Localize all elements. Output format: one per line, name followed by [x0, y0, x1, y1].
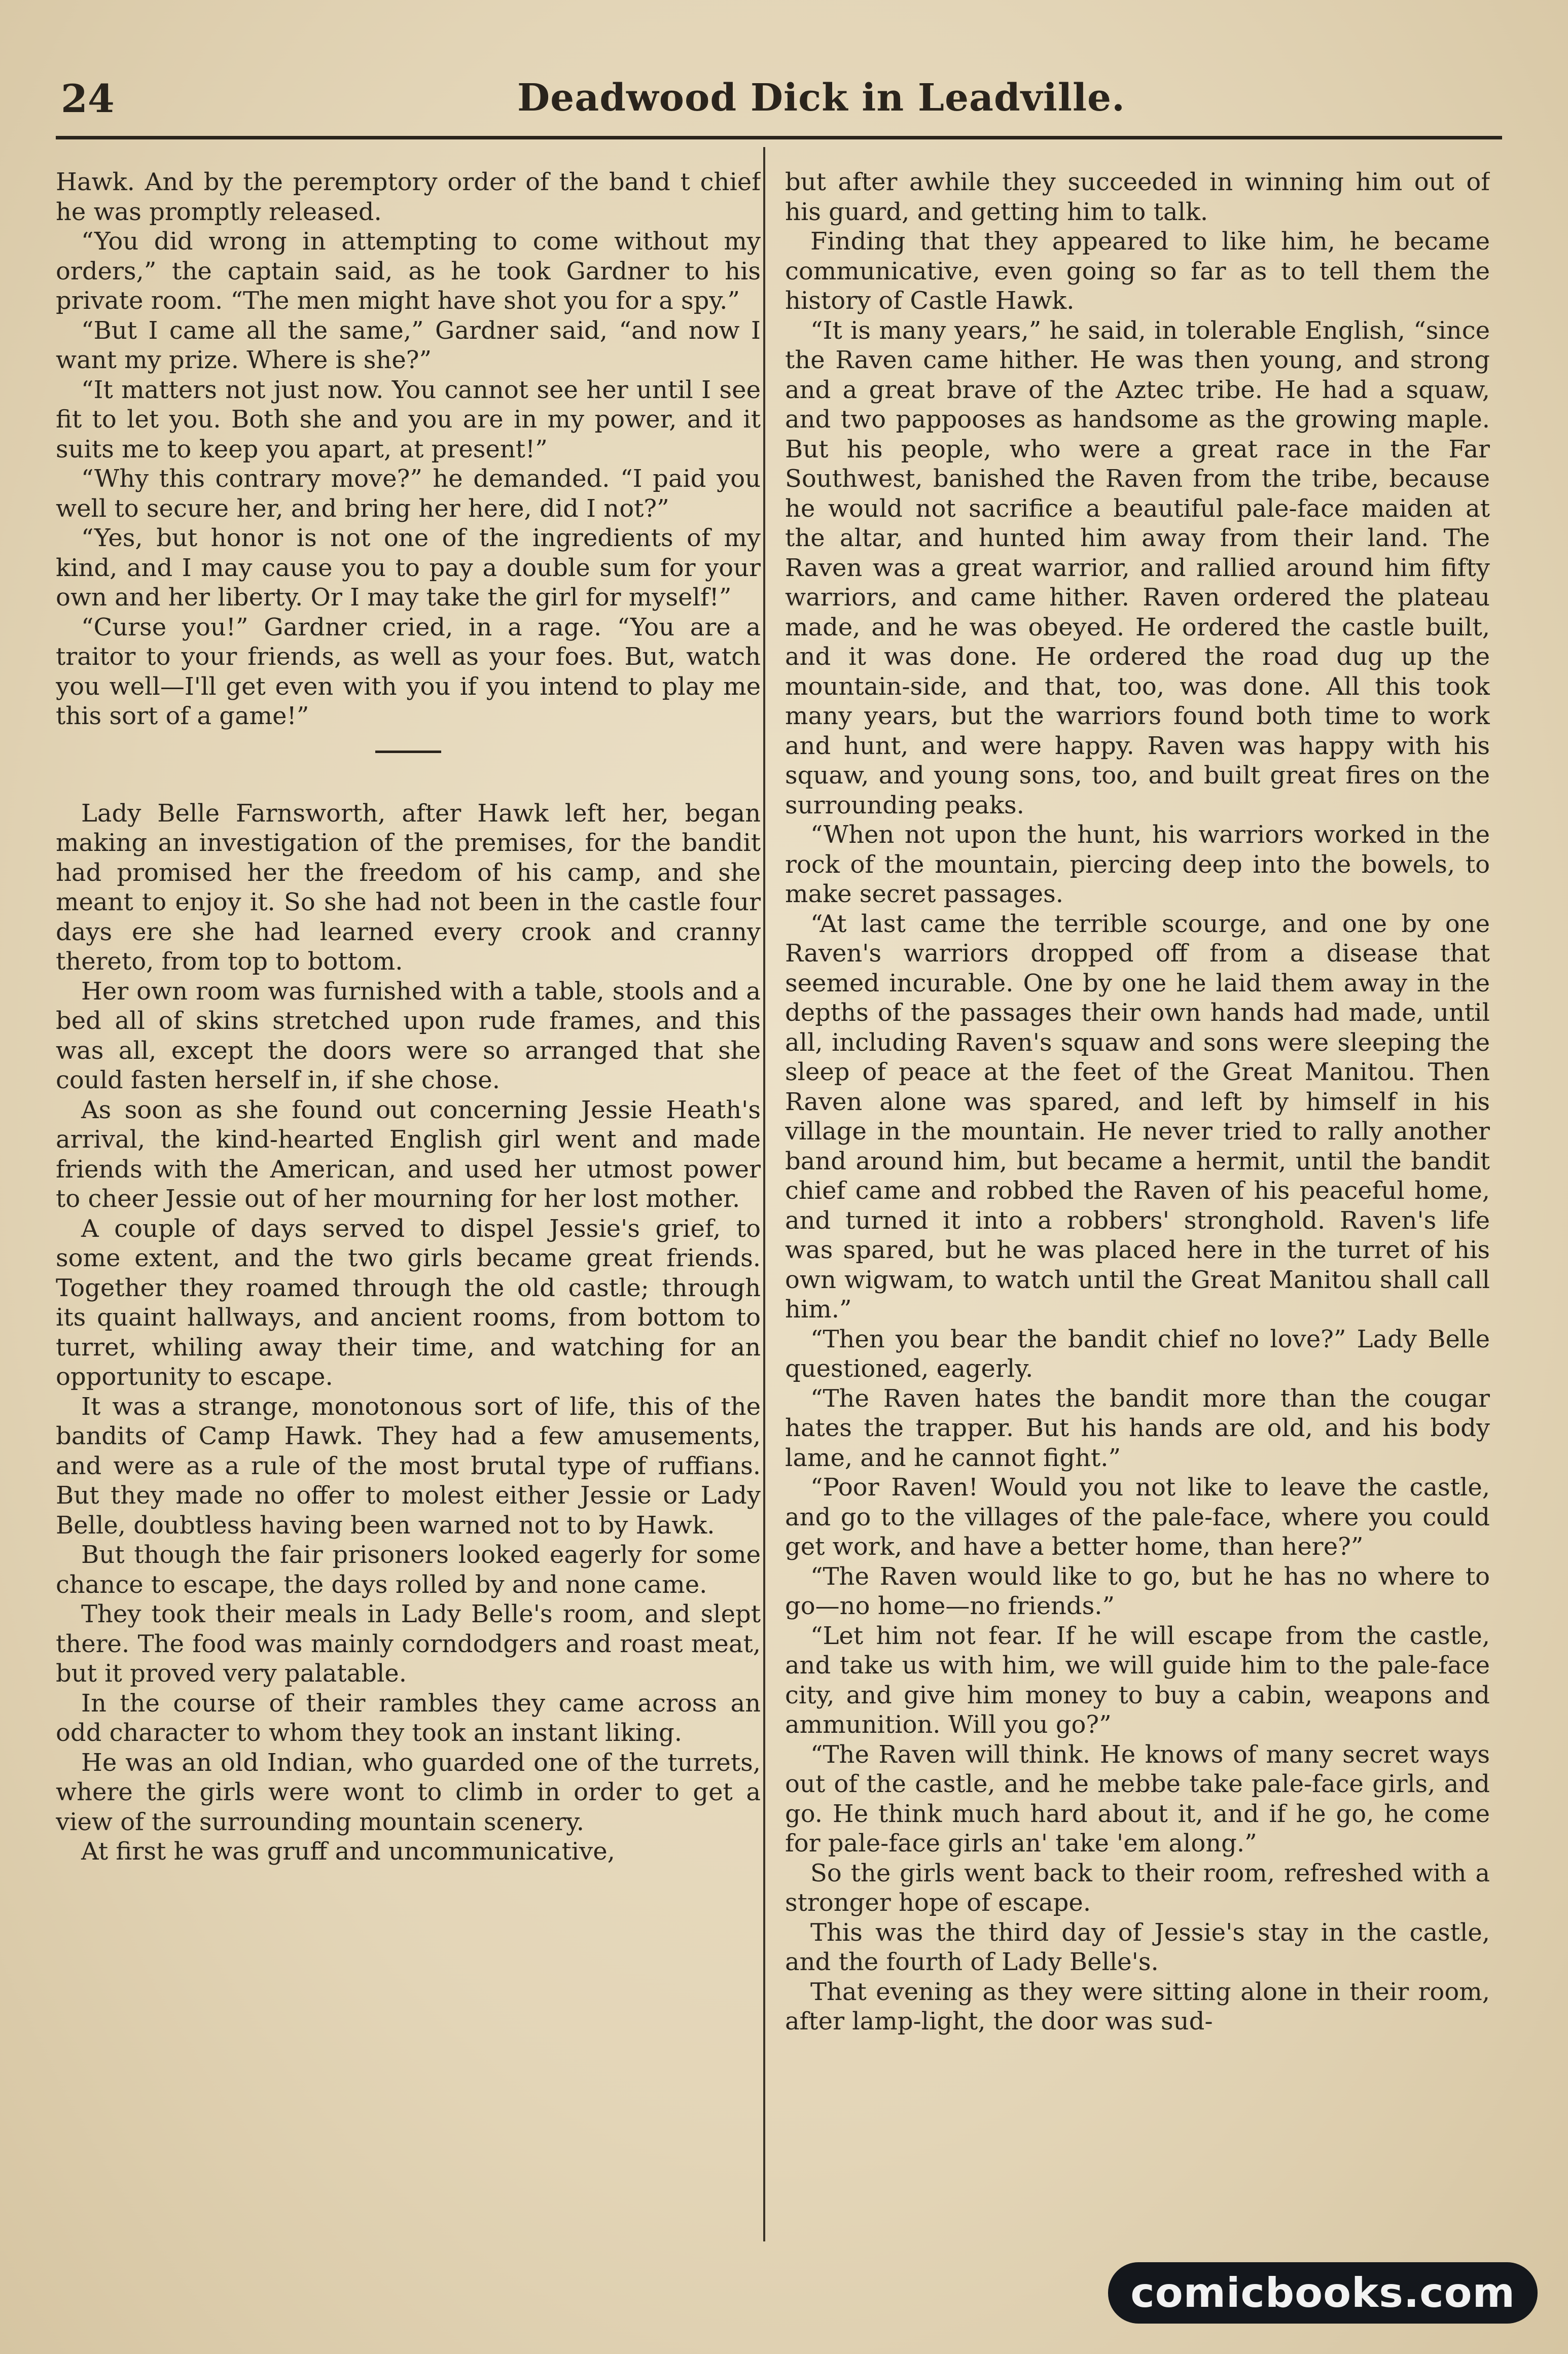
paragraph: “You did wrong in attempting to come without my orders,” the captain said, as he took Gardner to his private room. “The men might have shot you for a spy.” [56, 227, 761, 315]
paragraph: “Poor Raven! Would you not like to leave the castle, and go to the villages of the pale-face, where you could get work, and have a better home, than here?” [785, 1473, 1490, 1561]
paragraph: “Why this contrary move?” he demanded. “I paid you well to secure her, and bring her here, did I not?” [56, 465, 761, 523]
page-header [61, 76, 1497, 127]
paragraph: But though the fair prisoners looked eagerly for some chance to escape, the days rolled by and none came. [56, 1541, 761, 1599]
paragraph: A couple of days served to dispel Jessie's grief, to some extent, and the two girls became great friends. Together they roamed through the old castle; through its quaint hallways, and ancient rooms, from bottom to turret, whiling away their time, and watching for an opportunity to escape. [56, 1214, 761, 1391]
page-number: 24 [61, 76, 115, 121]
header-rule [56, 136, 1502, 139]
paragraph: So the girls went back to their room, refreshed with a stronger hope of escape. [785, 1859, 1490, 1917]
watermark-badge: comicbooks.com [1108, 2262, 1538, 2324]
paragraph: Lady Belle Farnsworth, after Hawk left her, began making an investigation of the premises, for the bandit had promised her the freedom of his camp, and she meant to enjoy it. So she had not been in the castle four days ere she had learned every crook and cranny thereto, from top to bottom. [56, 799, 761, 976]
paragraph: “The Raven will think. He knows of many secret ways out of the castle, and he mebbe take pale-face girls, and go. He think much hard about it, and if he go, he come for pale-face girls an' take 'em along.” [785, 1740, 1490, 1858]
paragraph: Finding that they appeared to like him, he became communicative, even going so far as to tell them the history of Castle Hawk. [785, 227, 1490, 315]
column-divider [763, 147, 765, 2241]
paragraph: Her own room was furnished with a table, stools and a bed all of skins stretched upon rude frames, and this was all, except the doors were so arranged that she could fasten herself in, if she chose. [56, 977, 761, 1094]
paragraph: They took their meals in Lady Belle's room, and slept there. The food was mainly corndodgers and roast meat, but it proved very palatable. [56, 1600, 761, 1688]
paragraph: He was an old Indian, who guarded one of the turrets, where the girls were wont to climb in order to get a view of the surrounding mountain scenery. [56, 1748, 761, 1836]
paragraph: “But I came all the same,” Gardner said, “and now I want my prize. Where is she?” [56, 316, 761, 374]
paragraph: “Curse you!” Gardner cried, in a rage. “You are a traitor to your friends, as well as your foes. But, watch you well—I'll get even with you if you intend to play me this sort of a game!” [56, 613, 761, 730]
running-title: Deadwood Dick in Leadville. [517, 76, 1125, 120]
left-column [56, 167, 761, 2196]
paragraph: “The Raven would like to go, but he has no where to go—no home—no friends.” [785, 1562, 1490, 1620]
paragraph: “Then you bear the bandit chief no love?” Lady Belle questioned, eagerly. [785, 1325, 1490, 1383]
paragraph: Hawk. And by the peremptory order of the band t chief he was promptly released. [56, 168, 761, 226]
section-break-rule [375, 751, 441, 753]
paragraph: In the course of their rambles they came across an odd character to whom they took an instant liking. [56, 1689, 761, 1747]
paragraph: That evening as they were sitting alone in their room, after lamp-light, the door was sud- [785, 1977, 1490, 2036]
paragraph: “It matters not just now. You cannot see her until I see fit to let you. Both she and you are in my power, and it suits me to keep you apart, at present!” [56, 375, 761, 463]
paragraph: As soon as she found out concerning Jessie Heath's arrival, the kind-hearted English girl went and made friends with the American, and used her utmost power to cheer Jessie out of her mourning for her lost mother. [56, 1095, 761, 1213]
paragraph: “Yes, but honor is not one of the ingredients of my kind, and I may cause you to pay a double sum for your own and her liberty. Or I may take the girl for myself!” [56, 524, 761, 612]
paragraph: At first he was gruff and uncommunicative, [81, 1837, 615, 1866]
paragraph: “At last came the terrible scourge, and one by one Raven's warriors dropped off from a disease that seemed incurable. One by one he laid them away in the depths of the passages their own hands had made, until all, including Raven's squaw and sons were sleeping the sleep of peace at the feet of the Great Manitou. Then Raven alone was spared, and left by himself in his village in the mountain. He never tried to rally another band around him, but became a hermit, until the bandit chief came and robbed the Raven of his peaceful home, and turned it into a robbers' stronghold. Raven's life was spared, but he was placed here in the turret of his own wigwam, to watch until the Great Manitou shall call him.” [785, 909, 1490, 1324]
right-column [785, 167, 1490, 2196]
paragraph: “When not upon the hunt, his warriors worked in the rock of the mountain, piercing deep into the bowels, to make secret passages. [785, 821, 1490, 908]
paragraph: “Let him not fear. If he will escape from the castle, and take us with him, we will guide him to the pale-face city, and give him money to buy a cabin, weapons and ammunition. Will you go?” [785, 1621, 1490, 1739]
paragraph: This was the third day of Jessie's stay in the castle, and the fourth of Lady Belle's. [785, 1918, 1490, 1976]
paragraph: “The Raven hates the bandit more than the cougar hates the trapper. But his hands are old, and his body lame, and he cannot fight.” [785, 1384, 1490, 1472]
paragraph: “It is many years,” he said, in tolerable English, “since the Raven came hither. He was then young, and strong and a great brave of the Aztec tribe. He had a squaw, and two pappooses as handsome as the growing maple. But his people, who were a great race in the Far Southwest, banished the Raven from the tribe, because he would not sacrifice a beautiful pale-face maiden at the altar, and hunted him away from their land. The Raven was a great warrior, and rallied around him fifty warriors, and came hither. Raven ordered the plateau made, and he was obeyed. He ordered the castle built, and it was done. He ordered the road dug up the mountain-side, and that, too, was done. All this took many years, but the warriors found both time to work and hunt, and were happy. Raven was happy with his squaw, and young sons, too, and built great fires on the surrounding peaks. [785, 316, 1490, 819]
paragraph: It was a strange, monotonous sort of life, this of the bandits of Camp Hawk. They had a few amusements, and were as a rule of the most brutal type of ruffians. But they made no offer to molest either Jessie or Lady Belle, doubtless having been warned not to by Hawk. [56, 1392, 761, 1540]
paragraph: but after awhile they succeeded in winning him out of his guard, and getting him to talk. [785, 168, 1490, 226]
